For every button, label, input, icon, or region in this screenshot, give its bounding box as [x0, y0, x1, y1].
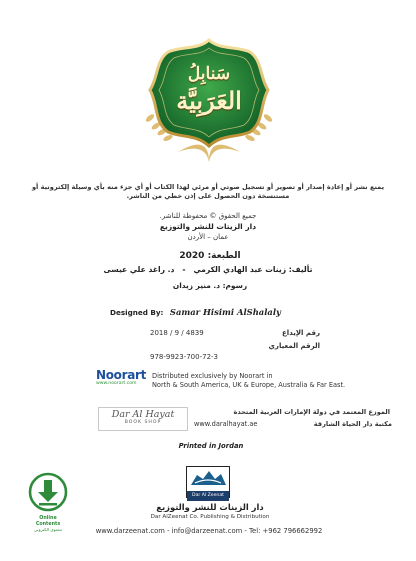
illustrations-label: رسوم: — [222, 281, 248, 290]
noorart-distribution — [152, 372, 392, 390]
noorart-logo-text: Noorart — [96, 368, 147, 382]
series-emblem — [138, 34, 280, 162]
authors-label: تأليف: — [288, 265, 313, 274]
isbn-value: 978-9923-700-72-3 — [150, 353, 219, 361]
dar-al-hayat-contact-row — [194, 420, 394, 430]
authors-line — [80, 265, 336, 274]
dar-al-zeenat-logo — [186, 466, 230, 498]
printed-in: Printed in Jordan — [178, 442, 244, 450]
house-logo-icon — [187, 467, 229, 487]
isbn-label: الرقم المعياري — [268, 342, 320, 350]
noorart-line-1: Distributed exclusively by Noorart in — [152, 372, 273, 380]
noorart-logo — [96, 368, 148, 396]
online-line-3: محتوى الكتروني — [34, 527, 62, 533]
designer-signature: Samar Hisimi AlShalaly — [169, 307, 281, 317]
isbn-label-row — [150, 342, 320, 351]
contact-line: www.darzeenat.com - info@darzeenat.com - Tel: +962 796662992 — [95, 527, 323, 535]
dar-al-hayat-sub: BOOK SHOP — [124, 420, 162, 425]
dar-al-zeenat-logo-en: Dar Al Zeenat — [187, 491, 229, 501]
download-arrow-icon — [28, 472, 68, 512]
publisher-name: دار الزيتات للنشر والتوزيع — [159, 222, 257, 231]
dar-al-hayat-logo — [98, 407, 188, 431]
rights-notice: يمنع نشر أو إعادة إصدار أو تصوير أو تسجيل صوتي أو مرئي لهذا الكتاب أو أي جزء منه بأي وسيلة إلكترونية أو مستنسخة دون الحصول على إذن خطي من الناشر. — [31, 183, 385, 200]
deposit-label: رقم الإيداع — [281, 329, 320, 337]
dar-al-hayat-site: www.daralhayat.ae — [194, 420, 258, 428]
illustrator-name: د. منير زيدان — [172, 281, 220, 290]
designed-label: Designed By: — [110, 308, 164, 317]
online-line-2: Contents — [35, 521, 61, 527]
uae-distributor: الموزع المعتمد في دولة الإمارات العربية المتحدة — [233, 408, 390, 416]
edition-year: 2020 — [179, 251, 205, 261]
author-2: د. راغد علي عيسى — [103, 265, 175, 274]
dar-al-hayat-shop: مكتبة دار الحياة الشارقة — [313, 420, 392, 428]
edition-label: الطبعة: — [207, 251, 241, 261]
illustrations-line — [140, 281, 280, 290]
deposit-row — [150, 329, 320, 337]
dar-al-hayat-logo-text: Dar Al Hayat — [111, 409, 175, 420]
deposit-value: 2018 / 9 / 4839 — [150, 329, 204, 337]
designed-by — [110, 307, 281, 317]
series-title-line1: سَنابِلُ — [187, 64, 231, 84]
online-contents-badge — [28, 472, 68, 532]
edition-line — [150, 251, 270, 261]
publisher-footer-ar: دار الزينات للنشر والتوزيع — [156, 502, 264, 512]
authors-separator: - — [182, 265, 186, 274]
series-title-line2: العَرَبِيَّة — [176, 86, 242, 115]
copyright-line: جميع الحقوق © محفوظة للناشر. — [159, 212, 257, 220]
online-line-1: Online — [39, 516, 57, 521]
publisher-city: عمان – الأردن — [187, 233, 229, 241]
publisher-footer-en: Dar AlZeenat Co. Publishing & Distribution — [150, 514, 270, 520]
noorart-line-2: North & South America, UK & Europe, Australia & Far East. — [152, 381, 346, 389]
author-1: زينات عبد الهادي الكرمي — [193, 265, 287, 274]
noorart-site: www.noorart.com — [96, 381, 137, 386]
